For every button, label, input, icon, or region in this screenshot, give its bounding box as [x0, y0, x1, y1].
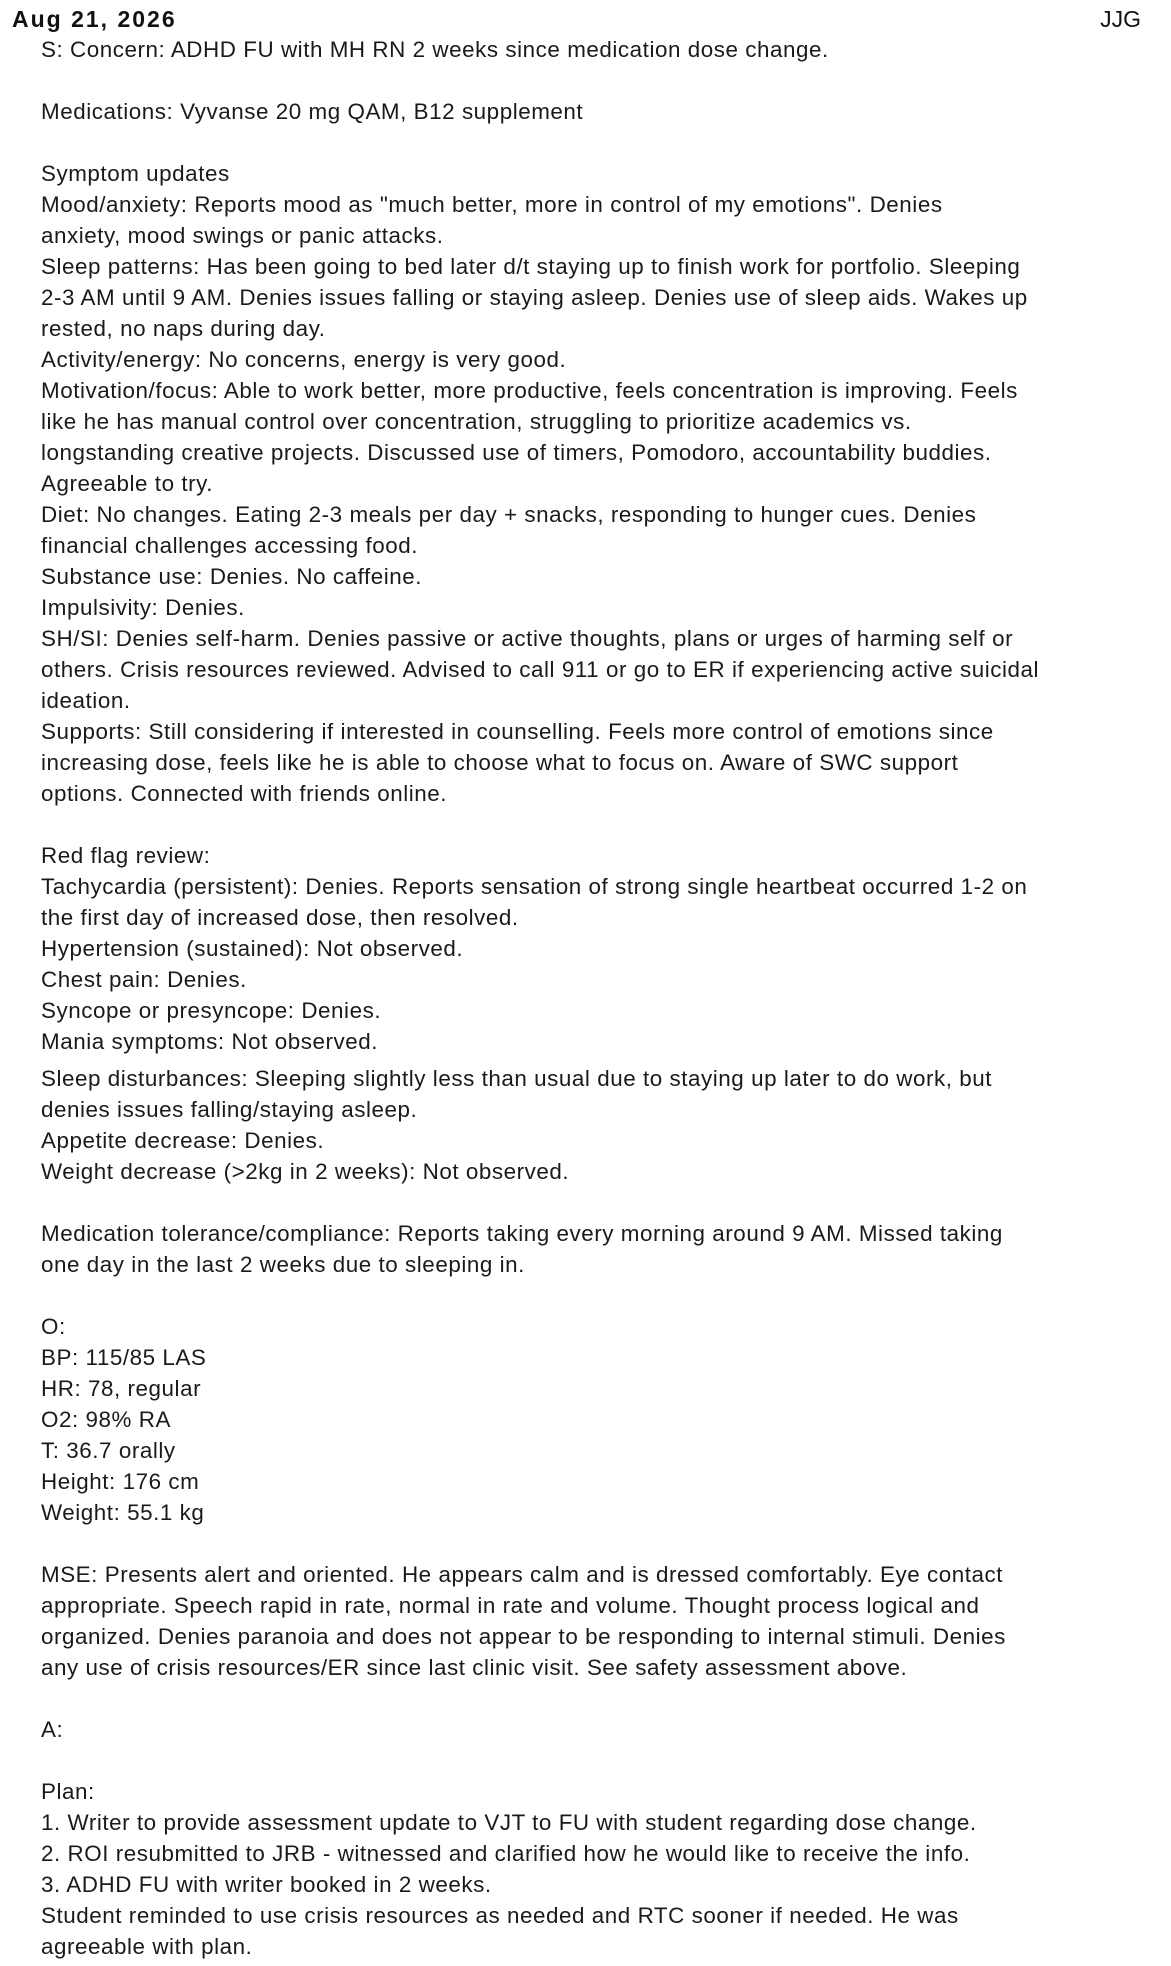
note-line: anxiety, mood swings or panic attacks.: [41, 223, 444, 248]
plan-heading: Plan:: [41, 1779, 95, 1804]
blank-line: [41, 1187, 1171, 1218]
blank-line: [41, 809, 1171, 840]
medication-compliance-section: [41, 1218, 1171, 1280]
note-line: one day in the last 2 weeks due to sleeping in.: [41, 1252, 525, 1277]
note-line: Sleep patterns: Has been going to bed later d/t staying up to finish work for portfolio. Sleeping: [41, 254, 1021, 279]
medications-line: Medications: Vyvanse 20 mg QAM, B12 supplement: [41, 99, 584, 124]
blank-line: [41, 1745, 1171, 1776]
note-line: increasing dose, feels like he is able to choose what to focus on. Aware of SWC support: [41, 750, 959, 775]
note-line: Sleep disturbances: Sleeping slightly less than usual due to staying up later to do work, but: [41, 1066, 993, 1091]
note-line: Activity/energy: No concerns, energy is very good.: [41, 347, 567, 372]
note-line: rested, no naps during day.: [41, 316, 326, 341]
blank-line: [41, 127, 1171, 158]
vital-height: Height: 176 cm: [41, 1469, 200, 1494]
symptom-updates-heading: Symptom updates: [41, 161, 230, 186]
blank-line: [41, 1280, 1171, 1311]
note-line: Student reminded to use crisis resources as needed and RTC sooner if needed. He was: [41, 1903, 959, 1928]
clinical-note-body: [41, 34, 1171, 1962]
plan-section: [41, 1776, 1171, 1962]
note-line: appropriate. Speech rapid in rate, normal in rate and volume. Thought process logical and: [41, 1593, 980, 1618]
objective-heading: O:: [41, 1314, 66, 1339]
plan-item: 2. ROI resubmitted to JRB - witnessed and clarified how he would like to receive the info.: [41, 1841, 971, 1866]
blank-line: [41, 1683, 1171, 1714]
mse-section: [41, 1559, 1171, 1683]
note-line: options. Connected with friends online.: [41, 781, 448, 806]
note-line: denies issues falling/staying asleep.: [41, 1097, 418, 1122]
note-line: Weight decrease (>2kg in 2 weeks): Not observed.: [41, 1159, 570, 1184]
assessment-heading: A:: [41, 1717, 64, 1742]
vital-o2: O2: 98% RA: [41, 1407, 171, 1432]
plan-item: 3. ADHD FU with writer booked in 2 weeks.: [41, 1872, 492, 1897]
note-line: Diet: No changes. Eating 2-3 meals per day + snacks, responding to hunger cues. Denies: [41, 502, 977, 527]
vital-bp: BP: 115/85 LAS: [41, 1345, 207, 1370]
vital-temp: T: 36.7 orally: [41, 1438, 176, 1463]
note-line: Mood/anxiety: Reports mood as "much better, more in control of my emotions". Denies: [41, 192, 943, 217]
note-line: ideation.: [41, 688, 131, 713]
note-line: Impulsivity: Denies.: [41, 595, 245, 620]
symptom-updates-section: [41, 158, 1171, 809]
red-flag-heading: Red flag review:: [41, 843, 211, 868]
note-line: longstanding creative projects. Discussed use of timers, Pomodoro, accountability buddies.: [41, 440, 992, 465]
note-line: Syncope or presyncope: Denies.: [41, 998, 382, 1023]
note-date: Aug 21, 2026: [12, 6, 177, 32]
plan-item: 1. Writer to provide assessment update to VJT to FU with student regarding dose change.: [41, 1810, 977, 1835]
vital-weight: Weight: 55.1 kg: [41, 1500, 205, 1525]
note-line: organized. Denies paranoia and does not appear to be responding to internal stimuli. Denies: [41, 1624, 1006, 1649]
note-line: SH/SI: Denies self-harm. Denies passive or active thoughts, plans or urges of harming self or: [41, 626, 1014, 651]
author-initials: JJG: [1100, 6, 1141, 32]
note-line: 2-3 AM until 9 AM. Denies issues falling or staying asleep. Denies use of sleep aids. Wakes up: [41, 285, 1028, 310]
note-line: like he has manual control over concentration, struggling to prioritize academics vs.: [41, 409, 912, 434]
note-line: others. Crisis resources reviewed. Advised to call 911 or go to ER if experiencing active suicidal: [41, 657, 1040, 682]
note-line: Substance use: Denies. No caffeine.: [41, 564, 423, 589]
note-line: Motivation/focus: Able to work better, more productive, feels concentration is improving. Feels: [41, 378, 1018, 403]
note-line: Medication tolerance/compliance: Reports taking every morning around 9 AM. Missed taking: [41, 1221, 1003, 1246]
subjective-concern: S: Concern: ADHD FU with MH RN 2 weeks since medication dose change.: [41, 37, 829, 62]
page-header: [0, 0, 1171, 36]
note-line: Hypertension (sustained): Not observed.: [41, 936, 464, 961]
vital-hr: HR: 78, regular: [41, 1376, 202, 1401]
note-line: MSE: Presents alert and oriented. He appears calm and is dressed comfortably. Eye contact: [41, 1562, 1004, 1587]
blank-line: [41, 1528, 1171, 1559]
blank-line: [41, 65, 1171, 96]
objective-section: [41, 1311, 1171, 1528]
note-line: Mania symptoms: Not observed.: [41, 1029, 379, 1054]
note-line: Agreeable to try.: [41, 471, 213, 496]
red-flag-review-section: [41, 840, 1171, 1187]
note-line: Appetite decrease: Denies.: [41, 1128, 325, 1153]
note-line: agreeable with plan.: [41, 1934, 253, 1959]
note-line: Supports: Still considering if interested in counselling. Feels more control of emotions since: [41, 719, 994, 744]
note-line: Tachycardia (persistent): Denies. Reports sensation of strong single heartbeat occurred 1-2 on: [41, 874, 1028, 899]
note-line: financial challenges accessing food.: [41, 533, 419, 558]
note-line: Chest pain: Denies.: [41, 967, 247, 992]
note-line: the first day of increased dose, then resolved.: [41, 905, 519, 930]
note-line: any use of crisis resources/ER since last clinic visit. See safety assessment above.: [41, 1655, 908, 1680]
